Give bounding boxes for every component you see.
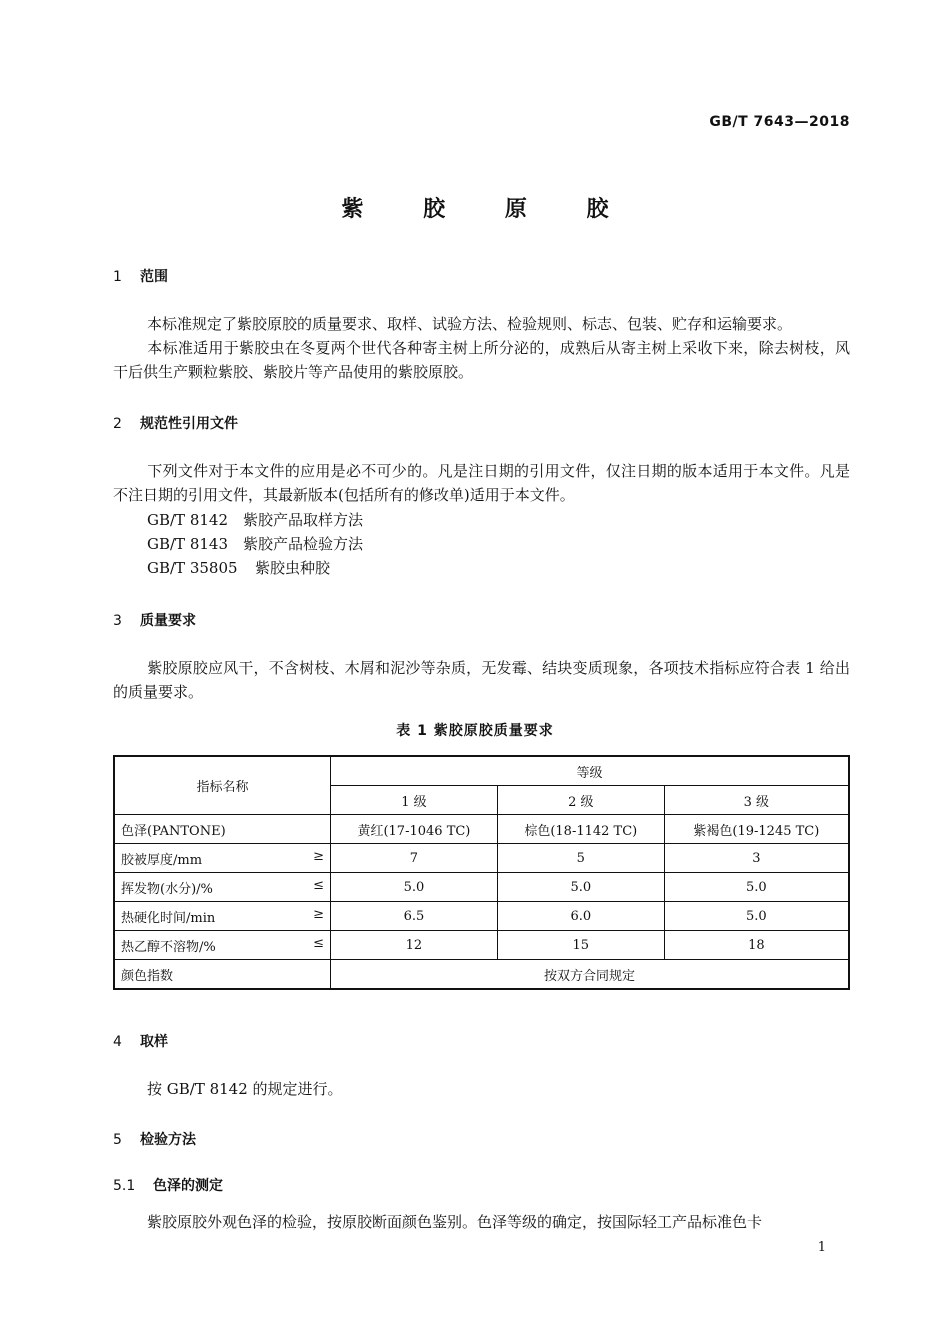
row-name: 热乙醇不溶物/% ≤	[114, 931, 331, 960]
table-row	[114, 844, 849, 873]
table-cell: 7	[331, 844, 498, 873]
section-number: 3	[113, 613, 122, 629]
table-row	[114, 902, 849, 931]
table-row	[114, 960, 849, 990]
table-cell: 5.0	[331, 873, 498, 902]
section-number: 5	[113, 1132, 122, 1148]
table-cell: 6.0	[497, 902, 664, 931]
table-cell: 5.0	[664, 873, 849, 902]
header-grade-1: 1 级	[331, 786, 498, 815]
table-cell: 棕色(18-1142 TC)	[497, 815, 664, 844]
section-number: 2	[113, 416, 122, 432]
table-cell: 3	[664, 844, 849, 873]
table-row	[114, 931, 849, 960]
table-cell: 黄红(17-1046 TC)	[331, 815, 498, 844]
section-4-paragraph-1: 按 GB/T 8142 的规定进行。	[147, 1080, 343, 1098]
section-number: 5.1	[113, 1178, 136, 1194]
table-cell: 5.0	[664, 902, 849, 931]
header-grade-3: 3 级	[664, 786, 849, 815]
header-grade: 等级	[331, 756, 850, 786]
row-name: 挥发物(水分)/% ≤	[114, 873, 331, 902]
table-row	[114, 873, 849, 902]
section-number: 4	[113, 1034, 122, 1050]
table-cell: 15	[497, 931, 664, 960]
section-3-paragraph-1: 紫胶原胶应风干，不含树枝、木屑和泥沙等杂质，无发霉、结块变质现象，各项技术指标应符合表 1 给出的质量要求。	[113, 659, 850, 701]
section-4-heading	[113, 1031, 168, 1051]
standard-code: GB/T 7643—2018	[709, 114, 850, 130]
section-5-1-paragraph-1: 紫胶原胶外观色泽的检验，按原胶断面颜色鉴别。色泽等级的确定，按国际轻工产品标准色卡	[147, 1213, 763, 1231]
table-cell: 18	[664, 931, 849, 960]
section-1-paragraph-1: 本标准规定了紫胶原胶的质量要求、取样、试验方法、检验规则、标志、包装、贮存和运输要求。	[147, 315, 793, 333]
table-cell: 按双方合同规定	[331, 960, 850, 990]
row-name: 色泽(PANTONE)	[114, 815, 331, 844]
section-title: 质量要求	[140, 613, 196, 629]
reference-item: GB/T 8142 紫胶产品取样方法	[147, 511, 364, 529]
table-cell: 5	[497, 844, 664, 873]
section-5-heading	[113, 1129, 196, 1149]
section-3-heading	[113, 610, 196, 630]
row-name: 颜色指数	[114, 960, 331, 990]
row-name: 胶被厚度/mm ≥	[114, 844, 331, 873]
reference-item: GB/T 8143 紫胶产品检验方法	[147, 535, 364, 553]
page-number: 1	[817, 1240, 826, 1255]
quality-requirements-table	[113, 755, 850, 990]
section-title: 范围	[140, 269, 168, 285]
section-1-paragraph-2: 本标准适用于紫胶虫在冬夏两个世代各种寄主树上所分泌的，成熟后从寄主树上采收下来，除去树枝，风干后供生产颗粒紫胶、紫胶片等产品使用的紫胶原胶。	[113, 339, 850, 381]
section-2-heading	[113, 413, 238, 433]
section-title: 色泽的测定	[153, 1178, 223, 1194]
reference-item: GB/T 35805 紫胶虫种胶	[147, 559, 331, 577]
document-title: 紫 胶 原 胶	[341, 197, 635, 222]
row-name: 热硬化时间/min ≥	[114, 902, 331, 931]
section-5-1-heading	[113, 1175, 223, 1195]
section-1-heading	[113, 266, 168, 286]
table-caption: 表 1 紫胶原胶质量要求	[396, 723, 554, 739]
table-cell: 5.0	[497, 873, 664, 902]
table-cell: 12	[331, 931, 498, 960]
header-indicator-name: 指标名称	[114, 756, 331, 815]
table-row	[114, 815, 849, 844]
section-2-paragraph-1: 下列文件对于本文件的应用是必不可少的。凡是注日期的引用文件，仅注日期的版本适用于本文件。凡是不注日期的引用文件，其最新版本(包括所有的修改单)适用于本文件。	[113, 462, 850, 504]
section-title: 规范性引用文件	[140, 416, 238, 432]
table-cell: 紫褐色(19-1245 TC)	[664, 815, 849, 844]
section-title: 检验方法	[140, 1132, 196, 1148]
section-title: 取样	[140, 1034, 168, 1050]
table-cell: 6.5	[331, 902, 498, 931]
header-grade-2: 2 级	[497, 786, 664, 815]
section-number: 1	[113, 269, 122, 285]
